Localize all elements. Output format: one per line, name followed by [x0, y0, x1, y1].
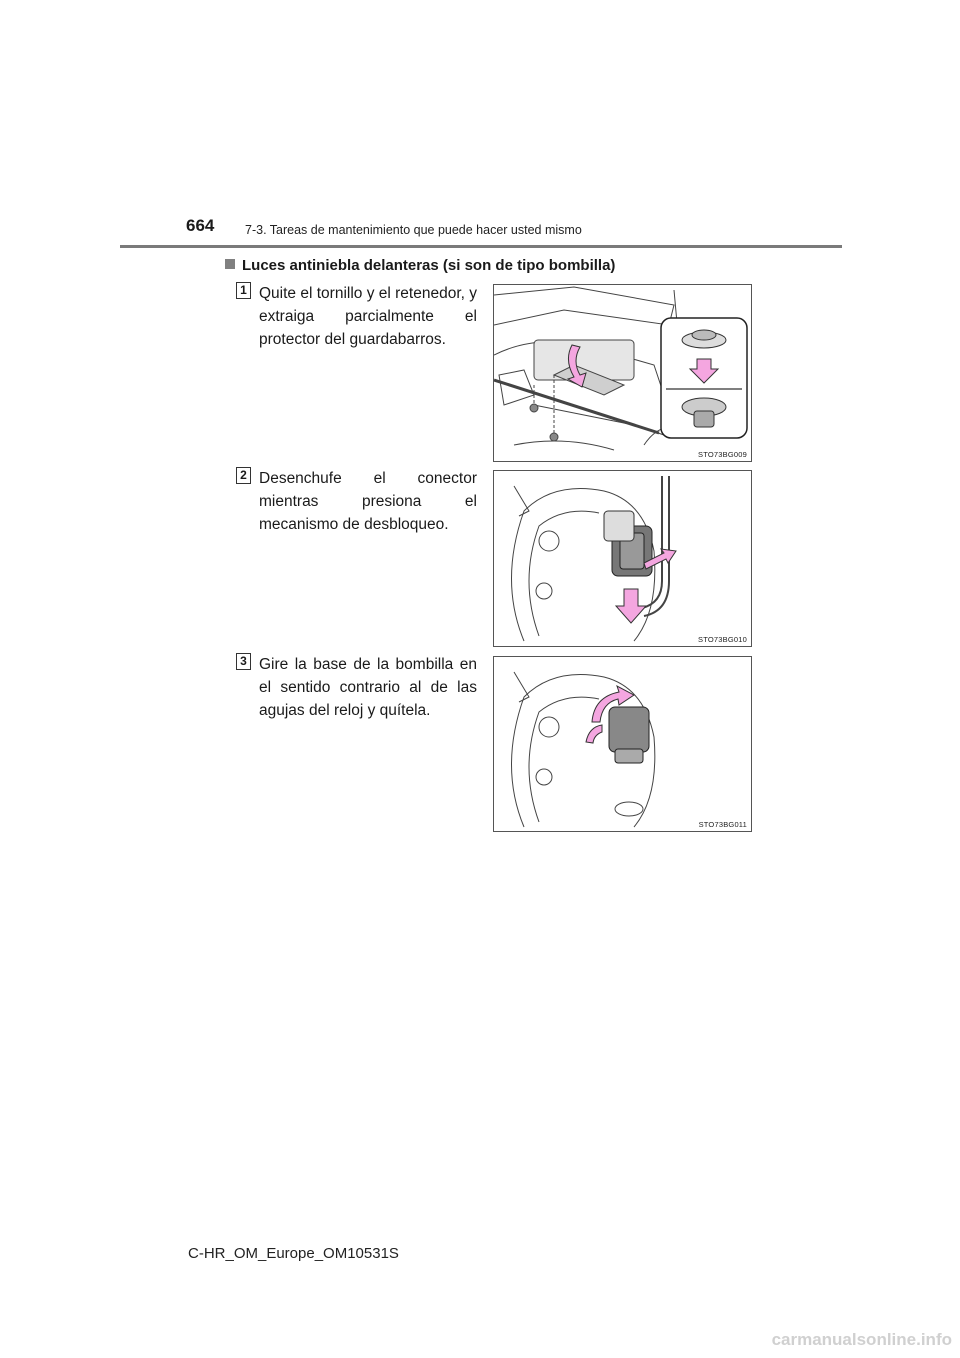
figure-2-code: STO73BG010: [698, 635, 747, 644]
figure-3: [493, 656, 752, 832]
section-heading: [225, 257, 615, 274]
page-number: 664: [186, 216, 215, 235]
fender-liner-illustration: [494, 285, 751, 461]
step-2-text: Desenchufe el conector mientras presiona el mecanismo de desbloqueo.: [259, 470, 477, 533]
bulb-base-illustration: [494, 657, 751, 831]
step-number-2: 2: [236, 467, 251, 484]
figure-1: [493, 284, 752, 462]
arrow-icon: [616, 589, 646, 623]
connector-illustration: [494, 471, 751, 646]
bullet-square-icon: [225, 259, 235, 269]
header-rule: [120, 245, 842, 248]
figure-3-code: STO73BG011: [698, 820, 747, 829]
step-number-3: 3: [236, 653, 251, 670]
document-footer: C-HR_OM_Europe_OM10531S: [188, 1245, 399, 1262]
figure-2: [493, 470, 752, 647]
heading-text: Luces antiniebla delanteras (si son de tipo bombilla): [242, 257, 616, 274]
section-header: 7-3. Tareas de mantenimiento que puede hacer usted mismo: [245, 223, 582, 237]
watermark: carmanualsonline.info: [771, 1330, 952, 1349]
step-1-text: Quite el tornillo y el retenedor, y extraiga parcialmente el protector del guardabarros.: [259, 285, 477, 348]
step-3-text: Gire la base de la bombilla en el sentido contrario al de las agujas del reloj y quítela.: [259, 656, 477, 719]
figure-1-code: STO73BG009: [698, 450, 747, 459]
step-number-1: 1: [236, 282, 251, 299]
